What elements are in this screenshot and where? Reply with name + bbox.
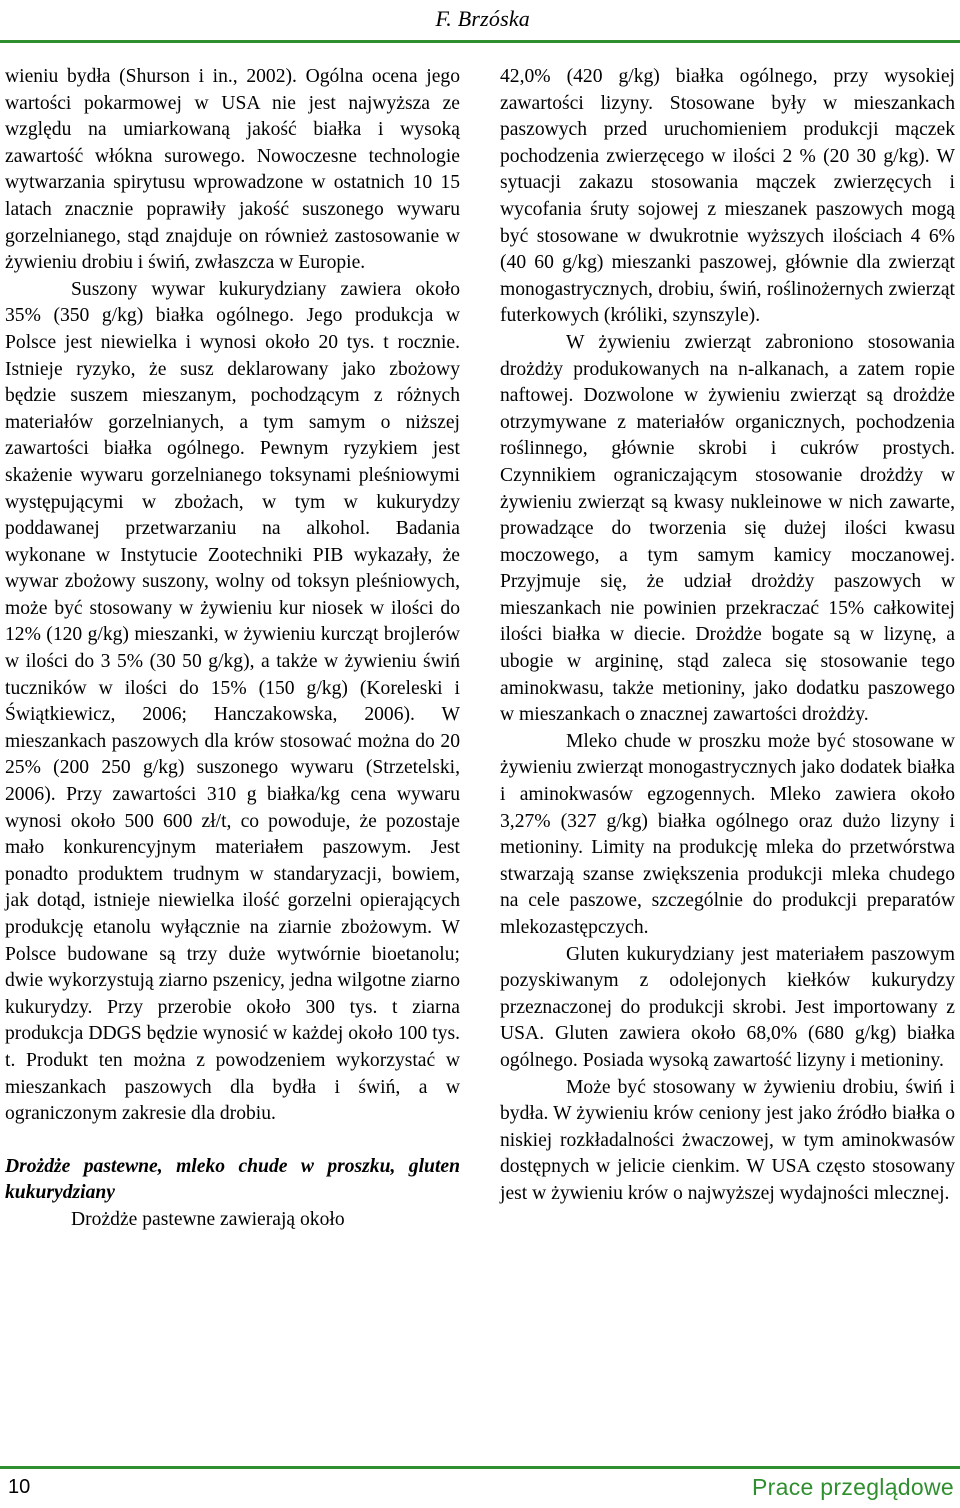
right-paragraph-5: Może być stosowany w żywieniu drobiu, świń i bydła. W żywieniu krów ceniony jest jako źródło białka o niskiej rozkładalności żwaczowej, w tym aminokwasów dostępnych w jelicie cienkim. W USA często stosowany jest w żywieniu krów o najwyższej wydajności mlecznej. [500,1076,955,1204]
right-paragraph-1: 42,0% (420 g/kg) białka ogólnego, przy wysokiej zawartości lizyny. Stosowane były w mieszankach paszowych przed uruchomieniem produkcji mączek pochodzenia zwierzęcego w ilości 2 % (20 30 g/kg). W sytuacji zakazu stosowania mączek zwierzęcych i wycofania śruty sojowej z mieszanek paszowych mogą być stosowane w dwukrotnie wyższych ilościach 4 6% (40 60 g/kg) mieszanki paszowej, głównie dla zwierząt monogastrycznych, drobiu, świń, roślinożernych zwierząt futerkowych (króliki, szynszyle). [500,66,955,327]
section-start-paragraph: Drożdże pastewne zawierają około [71,1208,345,1230]
left-paragraph-1: wieniu bydła (Shurson i in., 2002). Ogólna ocena jego wartości pokarmowej w USA nie jest najwyższa ze względu na umiarkowaną jakość białka i wysoką zawartość włókna surowego. Nowoczesne technologie wytwarzania spirytusu wprowadzone w ostatnich 10 15 latach znacznie poprawiły jakość suszonego wywaru gorzelnianego, stąd znajduje on również zastosowanie w żywieniu drobiu i świń, zwłaszcza w Europie. [5,66,460,274]
right-paragraph-4: Gluten kukurydziany jest materiałem paszowym pozyskiwanym z odolejonych kiełków kukurydzy przeznaczonej do produkcji skrobi. Jest importowany z USA. Gluten zawiera około 68,0% (680 g/kg) białka ogólnego. Posiada wysoką zawartość lizyny i metioniny. [500,943,955,1071]
page-number: 10 [8,1476,31,1498]
section-heading: Drożdże pastewne, mleko chude w proszku, gluten kukurydziany [5,1155,460,1204]
left-column [5,64,460,1234]
footer-rule [0,1466,960,1469]
section-label: Prace przeglądowe [752,1474,954,1500]
right-column [500,64,955,1208]
header-rule [0,40,960,43]
header-author: F. Brzóska [435,6,530,31]
left-paragraph-2: Suszony wywar kukurydziany zawiera około 35% (350 g/kg) białka ogólnego. Jego produkcja w Polsce jest niewielka i wynosi około 20 tys. t rocznie. Istnieje ryzyko, że susz deklarowany jako zbożowy będzie suszem mieszanym, pochodzącym z różnych materiałów gorzelnianych, a tym samym o niższej zawartości białka ogólnego. Pewnym ryzykiem jest skażenie wywaru gorzelnianego toksynami pleśniowymi występującymi w zbożach, w tym w kukurydzy poddawanej przetwarzaniu na alkohol. Badania wykonane w Instytucie Zootechniki PIB wykazały, że wywar zbożowy suszony, wolny od toksyn pleśniowych, może być stosowany w żywieniu kur niosek w ilości do 12% (120 g/kg) mieszanki, w żywieniu kurcząt brojlerów w ilości do 3 5% (30 50 g/kg), a także w żywieniu świń tuczników w ilości do 15% (150 g/kg) (Koreleski i Świątkiewicz, 2006; Hanczakowska, 2006). W mieszankach paszowych dla krów stosować można do 20 25% (200 250 g/kg) suszonego wywaru (Strzetelski, 2006). Przy zawartości 310 g białka/kg cena wywaru wynosi około 500 600 zł/t, co powoduje, że pozostaje mało konkurencyjnym materiałem paszowym. Jest ponadto produktem trudnym w standaryzacji, bowiem, jak dotąd, istnieje niewielka ilość gorzelni opierających produkcję etanolu wyłącznie na ziarnie zbożowym. W Polsce budowane są trzy duże wytwórnie bioetanolu; dwie wykorzystują ziarno pszenicy, jedna wilgotne ziarno kukurydzy. Przy przerobie około 300 tys. t ziarna produkcja DDGS będzie wynosić w każdej około 100 tys. t. Produkt ten można z powodzeniem wykorzystać w mieszankach paszowych dla bydła i świń, a w ograniczonym zakresie dla drobiu. [5,278,460,1125]
right-paragraph-2: W żywieniu zwierząt zabroniono stosowania drożdży produkowanych na n-alkanach, a zatem ropie naftowej. Dozwolone w żywieniu zwierząt są drożdże otrzymywane z materiałów organicznych, pochodzenia roślinnego, głównie skrobi i cukrów prostych. Czynnikiem ograniczającym stosowanie drożdży w żywieniu zwierząt są kwasy nukleinowe w nich zawarte, prowadzące do tworzenia się dużej ilości kwasu moczowego, a tym samym kamicy moczanowej. Przyjmuje się, że udział drożdży paszowych w mieszankach nie powinien przekraczać 15% całkowitej ilości białka w diecie. Drożdże bogate są w lizynę, a ubogie w argininę, stąd zaleca się stosowanie tego aminokwasu, także metioniny, jako dodatku paszowego w mieszankach o znacznej zawartości drożdży. [500,331,955,726]
right-paragraph-3: Mleko chude w proszku może być stosowane w żywieniu zwierząt monogastrycznych jako dodatek białka i aminokwasów egzogennych. Mleko zawiera około 3,27% (327 g/kg) białka ogólnego oraz dużo lizyny i metioniny. Limity na produkcję mleka do przetwórstwa stwarzają szanse zwiększenia produkcji mleka chudego na cele paszowe, szczególnie do produkcji preparatów mlekozastępczych. [500,730,955,938]
